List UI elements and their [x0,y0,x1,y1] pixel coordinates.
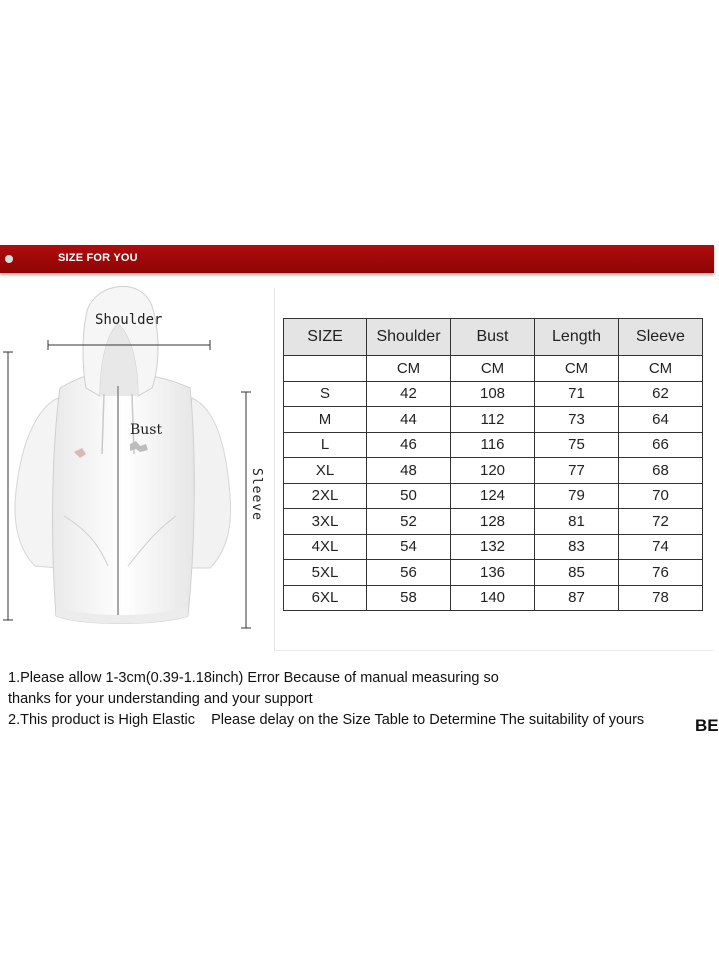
shoulder-label: Shoulder [95,312,163,328]
bust-cell: 120 [451,458,535,484]
table-row [284,483,703,509]
size-cell: 5XL [284,560,367,586]
shoulder-cell: 44 [367,407,451,433]
length-cell: 81 [535,509,619,535]
table-row [284,458,703,484]
sleeve-cell: 62 [619,381,703,407]
shoulder-cell: 58 [367,585,451,611]
note-line: 2.This product is High Elastic Please delay on the Size Table to Determine The suitability of yours [8,712,645,728]
shoulder-cell: 50 [367,483,451,509]
size-cell: S [284,381,367,407]
bust-cell: 140 [451,585,535,611]
length-cell: 71 [535,381,619,407]
bust-cell: 132 [451,534,535,560]
table-row [284,509,703,535]
unit-cell: CM [619,356,703,382]
brand-fragment: BE [695,716,719,735]
unit-row [284,356,703,382]
sleeve-cell: 74 [619,534,703,560]
shoulder-cell: 54 [367,534,451,560]
table-row [284,432,703,458]
table-row [284,534,703,560]
table-row [284,381,703,407]
size-cell: 2XL [284,483,367,509]
hoodie-figure [0,276,270,656]
header-shoulder: Shoulder [367,319,451,356]
sleeve-cell: 64 [619,407,703,433]
length-cell: 79 [535,483,619,509]
size-cell: 4XL [284,534,367,560]
size-cell: M [284,407,367,433]
sleeve-cell: 72 [619,509,703,535]
bust-cell: 124 [451,483,535,509]
size-cell: XL [284,458,367,484]
shoulder-cell: 42 [367,381,451,407]
length-cell: 73 [535,407,619,433]
note-line: thanks for your understanding and your support [8,691,313,707]
table-row [284,585,703,611]
size-cell: 3XL [284,509,367,535]
length-cell: 87 [535,585,619,611]
hoodie-illustration [0,276,270,656]
bust-cell: 128 [451,509,535,535]
sleeve-cell: 70 [619,483,703,509]
length-cell: 83 [535,534,619,560]
size-notes [8,668,644,731]
table-header-row [284,319,703,356]
bust-cell: 136 [451,560,535,586]
sleeve-cell: 68 [619,458,703,484]
header-sleeve: Sleeve [619,319,703,356]
bust-cell: 116 [451,432,535,458]
shoulder-cell: 52 [367,509,451,535]
section-banner [0,245,714,273]
sleeve-cell: 66 [619,432,703,458]
size-table [283,318,703,611]
unit-cell [284,356,367,382]
table-row [284,560,703,586]
unit-cell: CM [535,356,619,382]
sleeve-label: Sleeve [249,468,264,521]
header-bust: Bust [451,319,535,356]
shoulder-cell: 56 [367,560,451,586]
sleeve-cell: 78 [619,585,703,611]
length-cell: 77 [535,458,619,484]
divider-horizontal [274,650,714,651]
unit-cell: CM [451,356,535,382]
length-cell: 85 [535,560,619,586]
size-cell: 6XL [284,585,367,611]
length-cell: 75 [535,432,619,458]
banner-title: SIZE FOR YOU [58,252,138,264]
bust-cell: 112 [451,407,535,433]
shoulder-cell: 46 [367,432,451,458]
shoulder-cell: 48 [367,458,451,484]
bust-label: Bust [130,422,163,438]
header-size: SIZE [284,319,367,356]
sleeve-cell: 76 [619,560,703,586]
bullet-icon [5,255,13,263]
unit-cell: CM [367,356,451,382]
header-length: Length [535,319,619,356]
table-row [284,407,703,433]
divider-vertical [274,288,275,650]
bust-cell: 108 [451,381,535,407]
size-cell: L [284,432,367,458]
note-line: 1.Please allow 1-3cm(0.39-1.18inch) Error Because of manual measuring so [8,670,499,686]
